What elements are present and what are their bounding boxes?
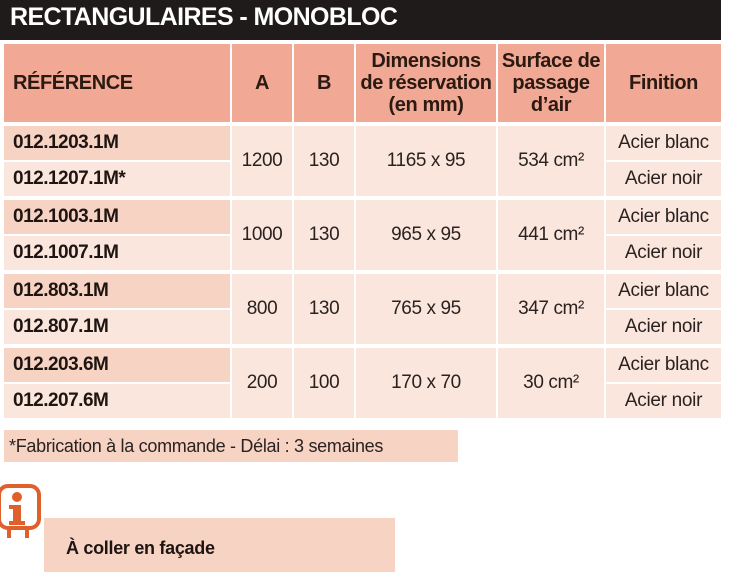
reference-code: 012.207.6M xyxy=(13,390,109,411)
b-value: 130 xyxy=(308,150,340,171)
a-value: 1000 xyxy=(241,224,283,245)
header-finition-label: Finition xyxy=(629,72,698,94)
a-cell xyxy=(232,348,292,418)
surface-cell xyxy=(498,126,604,196)
b-cell xyxy=(294,348,354,418)
finition-value: Acier blanc xyxy=(618,354,709,375)
ref-cell xyxy=(4,348,230,382)
reference-code: 012.807.1M xyxy=(13,316,109,337)
footer-label: À coller en façade xyxy=(66,538,215,558)
finition-cell xyxy=(606,200,721,234)
dimensions-value: 170 x 70 xyxy=(391,372,461,393)
ref-cell xyxy=(4,274,230,308)
finition-value: Acier blanc xyxy=(618,280,709,301)
a-cell xyxy=(232,126,292,196)
b-value: 130 xyxy=(308,224,340,245)
dimensions-value: 1165 x 95 xyxy=(386,150,466,171)
surface-value: 441 cm² xyxy=(518,224,584,245)
page-title: RECTANGULAIRES - MONOBLOC xyxy=(10,3,398,31)
header-b-label: B xyxy=(316,72,332,94)
dimensions-cell xyxy=(356,200,496,270)
finition-value: Acier noir xyxy=(624,168,703,189)
ref-cell xyxy=(4,162,230,196)
ref-cell xyxy=(4,126,230,160)
finition-cell xyxy=(606,274,721,308)
reference-code: 012.803.1M xyxy=(13,280,109,301)
reference-code: 012.1003.1M xyxy=(13,206,119,227)
surface-value: 347 cm² xyxy=(518,298,584,319)
header-surface-line3: d’air xyxy=(530,94,572,116)
header-dimensions-line3: (en mm) xyxy=(388,94,464,116)
ref-cell xyxy=(4,384,230,418)
header-reference xyxy=(4,44,230,122)
b-cell xyxy=(294,274,354,344)
finition-value: Acier blanc xyxy=(618,132,709,153)
fabrication-note-text: *Fabrication à la commande - Délai : 3 semaines xyxy=(9,435,384,456)
surface-value: 30 cm² xyxy=(523,372,579,393)
surface-value: 534 cm² xyxy=(518,150,584,171)
a-value: 200 xyxy=(246,372,278,393)
b-cell xyxy=(294,200,354,270)
dimensions-cell xyxy=(356,274,496,344)
b-cell xyxy=(294,126,354,196)
dimensions-value: 765 x 95 xyxy=(391,298,461,319)
reference-code: 012.203.6M xyxy=(13,354,109,375)
header-b xyxy=(294,44,354,122)
reference-code: 012.1207.1M* xyxy=(13,168,126,189)
surface-cell xyxy=(498,274,604,344)
a-cell xyxy=(232,200,292,270)
ref-cell xyxy=(4,200,230,234)
b-value: 130 xyxy=(308,298,340,319)
header-a-label: A xyxy=(254,72,270,94)
finition-cell xyxy=(606,236,721,270)
header-dimensions xyxy=(356,44,496,122)
surface-cell xyxy=(498,200,604,270)
finition-cell xyxy=(606,162,721,196)
reference-code: 012.1007.1M xyxy=(13,242,119,263)
finition-value: Acier noir xyxy=(624,316,703,337)
header-reference-label: RÉFÉRENCE xyxy=(13,72,133,94)
header-surface xyxy=(498,44,604,122)
dimensions-value: 965 x 95 xyxy=(391,224,461,245)
finition-cell xyxy=(606,348,721,382)
dimensions-cell xyxy=(356,348,496,418)
header-dimensions-line2: de réservation xyxy=(360,72,492,94)
header-surface-line2: passage xyxy=(512,72,590,94)
a-value: 1200 xyxy=(241,150,283,171)
header-a xyxy=(232,44,292,122)
a-value: 800 xyxy=(246,298,278,319)
surface-cell xyxy=(498,348,604,418)
finition-value: Acier noir xyxy=(624,242,703,263)
fabrication-note xyxy=(4,430,458,462)
finition-cell xyxy=(606,310,721,344)
finition-value: Acier blanc xyxy=(618,206,709,227)
finition-cell xyxy=(606,126,721,160)
finition-cell xyxy=(606,384,721,418)
info-icon xyxy=(0,483,43,541)
header-dimensions-line1: Dimensions xyxy=(371,50,481,72)
b-value: 100 xyxy=(308,372,340,393)
reference-code: 012.1203.1M xyxy=(13,132,119,153)
dimensions-cell xyxy=(356,126,496,196)
ref-cell xyxy=(4,310,230,344)
ref-cell xyxy=(4,236,230,270)
header-surface-line1: Surface de xyxy=(501,50,601,72)
a-cell xyxy=(232,274,292,344)
finition-value: Acier noir xyxy=(624,390,703,411)
header-finition xyxy=(606,44,721,122)
